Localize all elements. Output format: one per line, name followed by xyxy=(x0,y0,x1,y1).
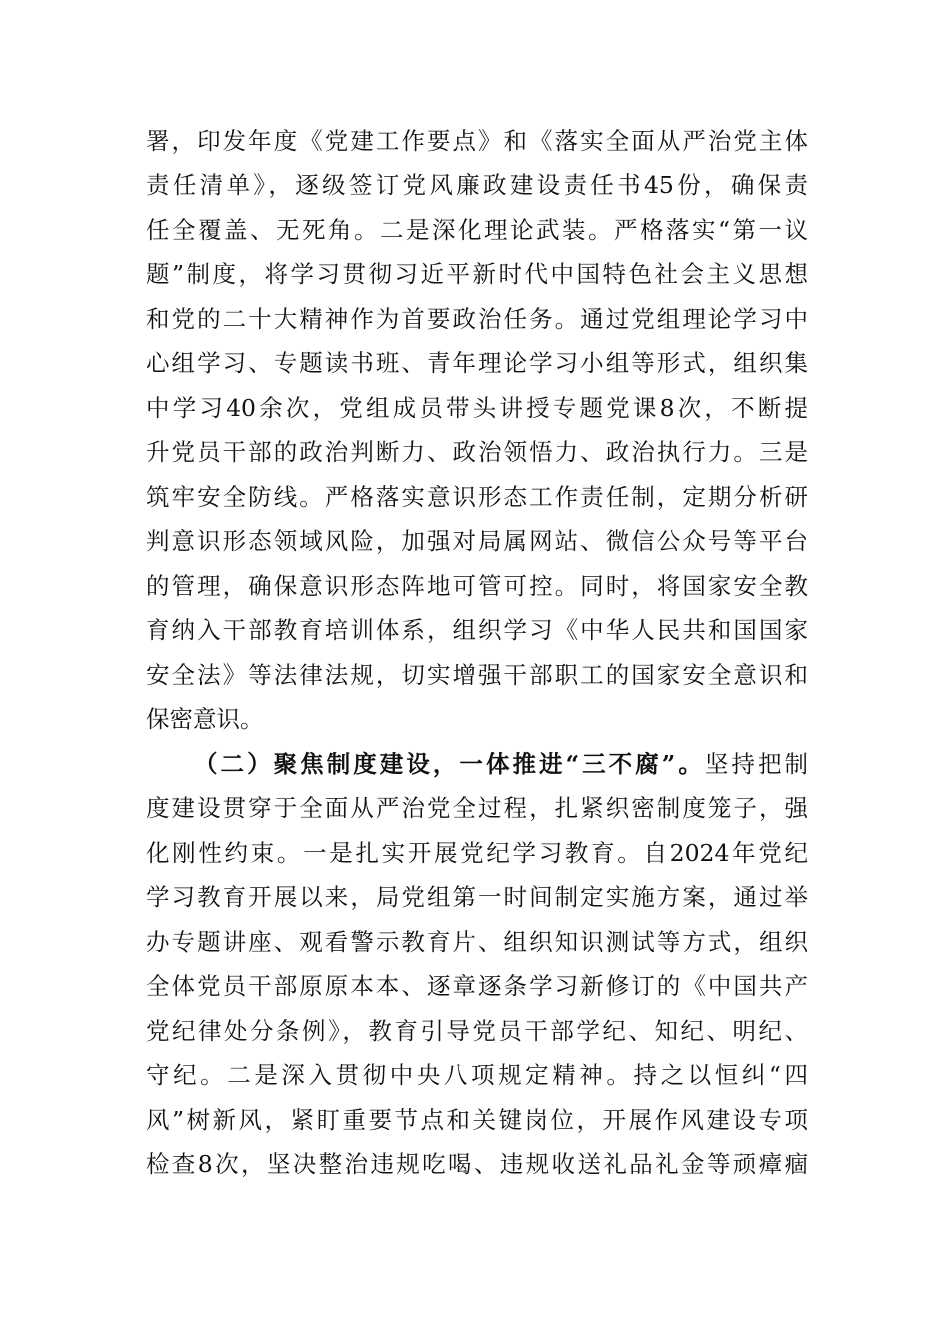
paragraph-line: 全体党员干部原原本本、逐章逐条学习新修订的《中国共产 xyxy=(146,972,808,1000)
paragraph-line: 风”树新风，紧盯重要节点和关键岗位，开展作风建设专项 xyxy=(146,1106,808,1134)
paragraph-line: 责任清单》，逐级签订党风廉政建设责任书45份，确保责 xyxy=(146,171,808,199)
paragraph-line: 判意识形态领域风险，加强对局属网站、微信公众号等平台 xyxy=(146,527,808,555)
section-heading: （二）聚焦制度建设，一体推进“三不腐”。 xyxy=(194,750,705,778)
paragraph-line: 升党员干部的政治判断力、政治领悟力、政治执行力。三是 xyxy=(146,438,808,466)
paragraph-line: 党纪律处分条例》，教育引导党员干部学纪、知纪、明纪、 xyxy=(146,1017,808,1045)
section-heading-line xyxy=(194,746,808,782)
paragraph-line: 心组学习、专题读书班、青年理论学习小组等形式，组织集 xyxy=(146,349,808,377)
paragraph-line: 署，印发年度《党建工作要点》和《落实全面从严治党主体 xyxy=(146,127,808,155)
paragraph-line: 度建设贯穿于全面从严治党全过程，扎紧织密制度笼子，强 xyxy=(146,794,808,822)
paragraph-line: 化刚性约束。一是扎实开展党纪学习教育。自2024年党纪 xyxy=(146,839,808,867)
paragraph-line: 任全覆盖、无死角。二是深化理论武装。严格落实“第一议 xyxy=(146,216,808,244)
paragraph-line: 筑牢安全防线。严格落实意识形态工作责任制，定期分析研 xyxy=(146,483,808,511)
section-heading-rest: 坚持把制 xyxy=(704,750,808,778)
paragraph-line: 育纳入干部教育培训体系，组织学习《中华人民共和国国家 xyxy=(146,616,808,644)
paragraph-line: 中学习40余次，党组成员带头讲授专题党课8次，不断提 xyxy=(146,394,808,422)
paragraph-line: 保密意识。 xyxy=(146,705,264,733)
paragraph-line: 的管理，确保意识形态阵地可管可控。同时，将国家安全教 xyxy=(146,572,808,600)
paragraph-line: 题”制度，将学习贯彻习近平新时代中国特色社会主义思想 xyxy=(146,260,808,288)
paragraph-line: 办专题讲座、观看警示教育片、组织知识测试等方式，组织 xyxy=(146,928,808,956)
paragraph-line: 检查8次，坚决整治违规吃喝、违规收送礼品礼金等顽瘴痼 xyxy=(146,1150,808,1178)
paragraph-line: 守纪。二是深入贯彻中央八项规定精神。持之以恒纠“四 xyxy=(146,1061,808,1089)
paragraph-line: 安全法》等法律法规，切实增强干部职工的国家安全意识和 xyxy=(146,661,808,689)
paragraph-line: 学习教育开展以来，局党组第一时间制定实施方案，通过举 xyxy=(146,883,808,911)
paragraph-line: 和党的二十大精神作为首要政治任务。通过党组理论学习中 xyxy=(146,305,808,333)
